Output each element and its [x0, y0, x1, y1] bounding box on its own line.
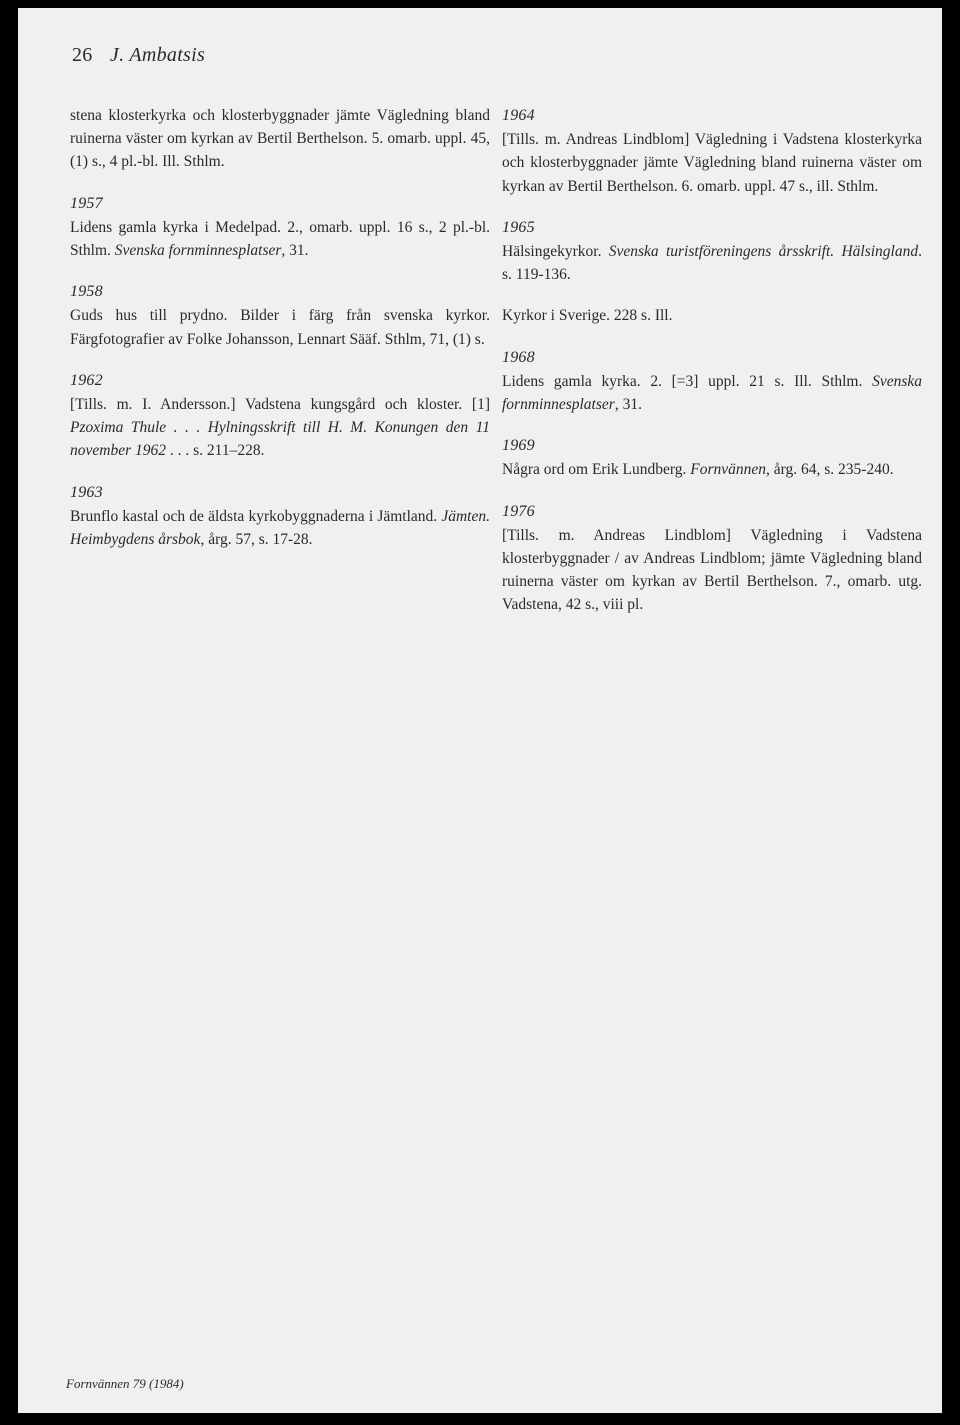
entry-text: [70, 216, 490, 262]
running-author: J. Ambatsis: [109, 44, 206, 66]
entry-text-segment: , 31.: [614, 396, 642, 414]
entry-year: 1964: [502, 107, 535, 124]
bibliography-entry: [502, 216, 922, 287]
bibliography-entry: [70, 280, 490, 351]
entry-text: [502, 370, 922, 416]
bibliography-entry: [70, 104, 490, 174]
entry-text-segment: . . . s. 211–228.: [166, 442, 265, 460]
entry-text-segment: Hälsingekyrkor.: [502, 243, 609, 261]
entry-text-segment: Brunflo kastal och de äldsta kyrkobyggnaderna i Jämtland.: [70, 507, 442, 525]
entry-text-segment: , årg. 57, s. 17-28.: [200, 531, 313, 549]
entry-year: 1976: [502, 502, 535, 520]
left-column: [70, 104, 490, 569]
entry-text-segment: [Tills. m. Andreas Lindblom] Vägledning i Vadstena klosterbyggnader / av Andreas Lindblom; jämte Vägledning bland ruinerna väster om kyrkan av Bertil Berthelson. 7., omarb. utg. Vadstena, 42 s., viii pl.: [502, 526, 922, 614]
entry-text-segment: , årg. 64, s. 235-240.: [766, 461, 894, 479]
entry-text-segment: stena klosterkyrka och klosterbyggnader jämte Vägledning bland ruinerna väster om kyrkan av Bertil Berthelson. 5. omarb. uppl. 45, (1) s., 4 pl.-bl. Ill. Sthlm.: [70, 107, 490, 171]
entry-text-segment: Några ord om Erik Lundberg.: [502, 461, 691, 479]
entry-text: [70, 505, 490, 551]
running-header: [72, 44, 205, 67]
bibliography-entry: [70, 192, 490, 263]
entry-text-segment: [Tills. m. Andreas Lindblom] Vägledning i Vadstena klosterkyrka och klosterbyggnader jämte Vägledning bland ruinerna väster om kyrkan av Bertil Berthelson. 6. omarb. uppl. 47 s., ill. Sthlm.: [502, 131, 922, 195]
entry-year: 1957: [70, 194, 103, 212]
entry-text: [70, 104, 490, 174]
entry-text: [502, 458, 922, 481]
entry-title-italic: Svenska fornminnesplatser: [114, 242, 282, 260]
entry-year: 1958: [70, 283, 103, 301]
entry-year: 1965: [502, 218, 535, 236]
entry-text-segment: [Tills. m. I. Andersson.] Vadstena kungsgård och kloster. [1]: [70, 396, 490, 414]
entry-text: [70, 304, 490, 350]
page-number: 26: [72, 44, 93, 66]
entry-year: 1962: [70, 371, 103, 389]
entry-title-italic: Pzoxima Thule . . . Hylningsskrift till H. M. Konungen den 11 november 1962: [70, 419, 490, 460]
entry-title-italic: Fornvännen: [690, 461, 767, 479]
right-column: [502, 104, 922, 635]
entry-text: [70, 393, 490, 463]
entry-title-italic: Jämten. Heimbygdens årsbok: [70, 507, 490, 549]
entry-year: 1963: [70, 483, 103, 501]
entry-text-segment: Lidens gamla kyrka i Medelpad. 2., omarb. uppl. 16 s., 2 pl.-bl. Sthlm.: [70, 218, 490, 260]
entry-year: 1968: [502, 348, 535, 366]
entry-additional-title: Kyrkor i Sverige. 228 s. Ill.: [502, 307, 673, 325]
entry-text-segment: , 31.: [281, 242, 309, 260]
bibliography-entry: [502, 346, 922, 417]
bibliography-entry: [502, 104, 922, 198]
entry-year: 1969: [502, 437, 535, 455]
entry-text-segment: Guds hus till prydno. Bilder i färg från svenska kyrkor. Färgfotografier av Folke Johansson, Lennart Sääf. Sthlm, 71, (1) s.: [70, 307, 490, 348]
bibliography-entry: [70, 369, 490, 463]
entry-title-italic: Svenska fornminnesplatser: [502, 372, 922, 414]
entry-text-segment: . s. 119-136.: [502, 243, 922, 284]
entry-text: [502, 128, 922, 198]
entry-text-segment: Lidens gamla kyrka. 2. [=3] uppl. 21 s. Ill. Sthlm.: [502, 372, 873, 390]
entry-text: [502, 240, 922, 286]
bibliography-entry: [502, 434, 922, 481]
document-page: [18, 8, 942, 1413]
entry-text: [502, 524, 922, 617]
bibliography-entry: [502, 500, 922, 617]
footer-journal: Fornvännen 79 (1984): [66, 1376, 184, 1391]
bibliography-entry: [70, 481, 490, 552]
entry-title-italic: Svenska turistföreningens årsskrift. Hälsingland: [608, 243, 919, 261]
